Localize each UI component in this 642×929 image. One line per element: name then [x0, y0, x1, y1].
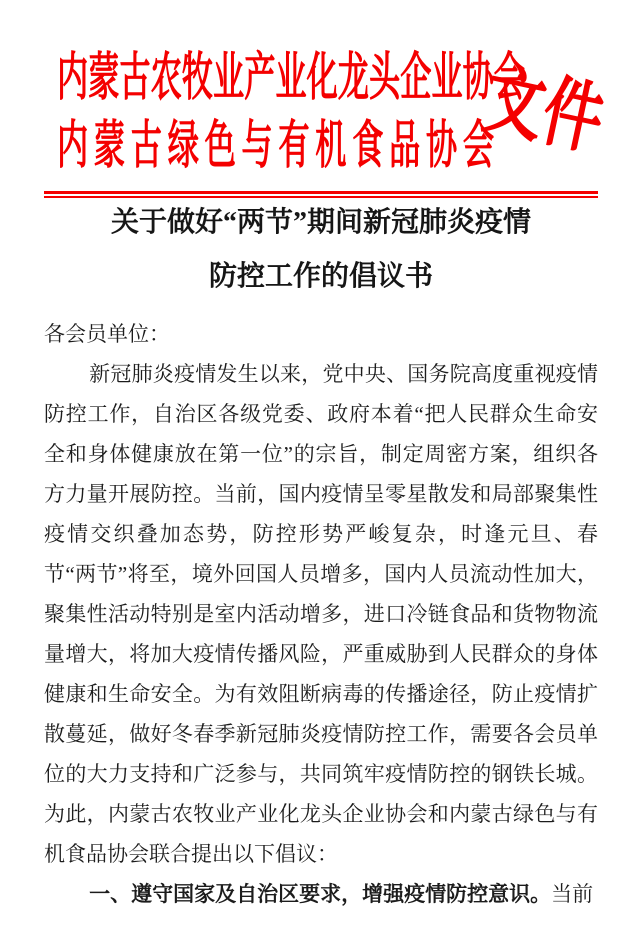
- item-1-text: 当前: [551, 882, 594, 906]
- letterhead-org-name-line1: 内蒙古农牧业产业化龙头企业协会: [57, 50, 526, 107]
- paragraph-intro: 新冠肺炎疫情发生以来，党中央、国务院高度重视疫情防控工作，自治区各级党委、政府本着“把人民群众生命安全和身体健康放在第一位”的宗旨，制定周密方案，组织各方力量开展防控。当前，国内疫情呈零星散发和局部聚集性疫情交织叠加态势，防控形势严峻复杂，时逢元旦、春节“两节”将至，境外回国人员增多，国内人员流动性加大，聚集性活动特别是室内活动增多，进口冷链食品和货物物流量增大，将加大疫情传播风险，严重威胁到人民群众的身体健康和生命安全。为有效阻断病毒的传播途径，防止疫情扩散蔓延，做好冬春季新冠肺炎疫情防控工作，需要各会员单位的大力支持和广泛参与，共同筑牢疫情防控的钢铁长城。为此，内蒙古农牧业产业化龙头企业协会和内蒙古绿色与有机食品协会联合提出以下倡议：: [44, 362, 598, 866]
- document-title: [44, 196, 598, 304]
- letterhead-doc-type-label: 文件: [476, 55, 612, 165]
- document-title-line1: 关于做好“两节”期间新冠肺炎疫情: [110, 207, 531, 238]
- document-title-line2: 防控工作的倡议书: [208, 261, 433, 292]
- document-body: [44, 314, 598, 915]
- letterhead-org-name-line2: 内蒙古绿色与有机食品协会: [57, 118, 500, 175]
- salutation: 各会员单位：: [44, 322, 170, 346]
- paragraph-item-1: [44, 874, 598, 915]
- item-1-heading: 一、遵守国家及自治区要求，增强疫情防控意识。: [89, 883, 552, 906]
